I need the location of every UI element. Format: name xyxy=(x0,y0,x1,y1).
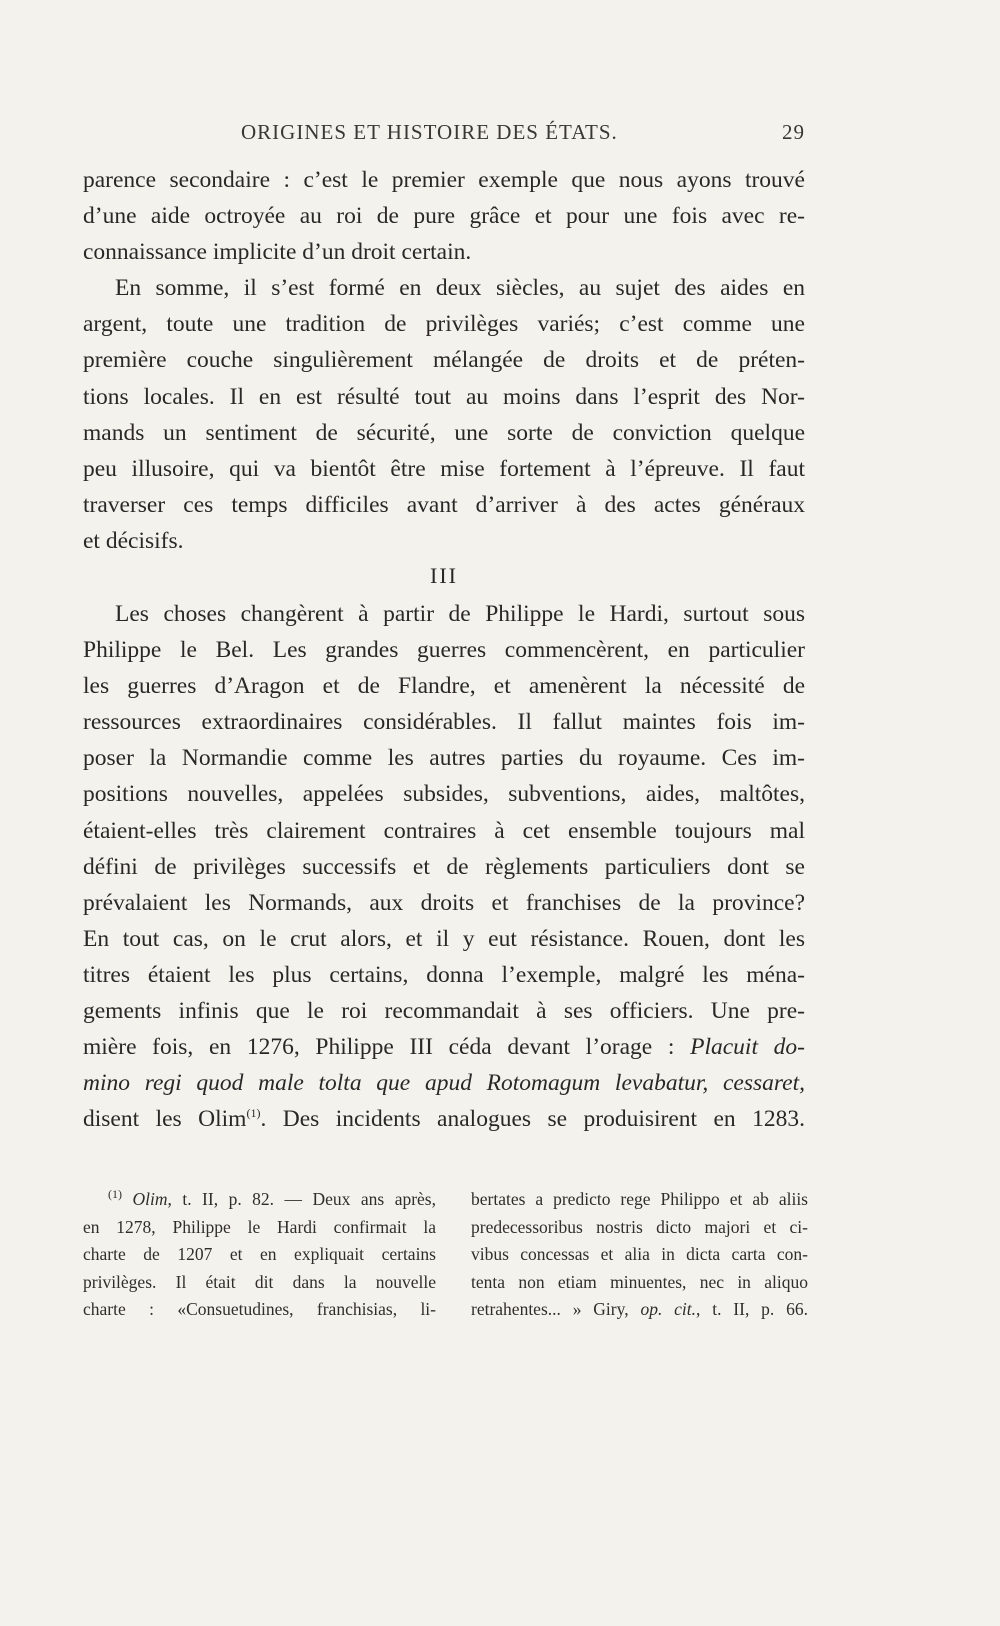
section-3 xyxy=(83,596,805,1137)
footnote-line: charte de 1207 et en expliquait certains xyxy=(83,1244,436,1264)
footnote-line: tenta non etiam minuentes, nec in aliquo xyxy=(471,1271,808,1292)
page-number: 29 xyxy=(782,120,805,144)
footnote-line: predecessoribus nostris dicto majori et ci- xyxy=(471,1216,808,1237)
text-fragment: disent les Olim xyxy=(83,1106,247,1133)
text-line: titres étaient les plus certains, donna l’exemple, malgré les ména- xyxy=(83,961,805,988)
text-line: mino regi quod male tolta que apud Rotomagum levabatur, cessaret, xyxy=(83,1070,805,1097)
text-fragment: , t. II, p. 82. — Deux ans après, xyxy=(167,1189,436,1209)
footnote-line: privilèges. Il était dit dans la nouvelle xyxy=(83,1271,436,1292)
text-fragment: retrahentes... » Giry, xyxy=(471,1299,641,1319)
footnote-line xyxy=(471,1296,808,1324)
text-line: poser la Normandie comme les autres parties du royaume. Ces im- xyxy=(83,745,805,772)
text-line: ressources extraordinaires considérables. Il fallut maintes fois im- xyxy=(83,709,805,736)
text-line: traverser ces temps difficiles avant d’arriver à des actes généraux xyxy=(83,491,805,518)
text-fragment: mière fois, en 1276, Philippe III céda devant l’orage : xyxy=(83,1034,691,1061)
text-line: d’une aide octroyée au roi de pure grâce et pour une fois avec re- xyxy=(83,203,805,230)
text-line: argent, toute une tradition de privilèges variés; c’est comme une xyxy=(83,311,805,338)
text-line: tions locales. Il en est résulté tout au moins dans l’esprit des Nor- xyxy=(83,383,805,410)
text-line xyxy=(83,1029,805,1065)
text-line: défini de privilèges successifs et de règlements particuliers dont se xyxy=(83,853,805,880)
main-text xyxy=(83,162,806,1133)
text-line: parence secondaire : c’est le premier exemple que nous ayons trouvé xyxy=(83,167,805,193)
text-line: prévalaient les Normands, aux droits et franchises de la province? xyxy=(83,889,805,916)
italic-fragment: Olim xyxy=(132,1189,168,1209)
text-line: les guerres d’Aragon et de Flandre, et amenèrent la nécessité de xyxy=(83,673,805,700)
footnote-line: bertates a predicto rege Philippo et ab aliis xyxy=(471,1189,808,1209)
footnote-line: charte : «Consuetudines, franchisias, li- xyxy=(83,1299,436,1319)
text-line: connaissance implicite d’un droit certain. xyxy=(83,239,472,266)
text-line: première couche singulièrement mélangée de droits et de préten- xyxy=(83,347,805,374)
text-line: mands un sentiment de sécurité, une sorte de conviction quelque xyxy=(83,419,805,446)
text-line: positions nouvelles, appelées subsides, subventions, aides, maltôtes, xyxy=(83,781,805,808)
text-line: En tout cas, on le crut alors, et il y eut résistance. Rouen, dont les xyxy=(83,925,805,952)
text-fragment: . Des incidents analogues se produisirent en 1283. xyxy=(260,1106,806,1133)
text-line: et décisifs. xyxy=(83,527,184,554)
text-fragment: , t. II, p. 66. xyxy=(696,1299,808,1319)
italic-fragment: op. cit. xyxy=(640,1299,697,1319)
footnote-marker: (1) xyxy=(246,1106,261,1121)
text-line: Les choses changèrent à partir de Philippe le Hardi, surtout sous xyxy=(115,601,805,627)
footnote-line: vibus concessas et alia in dicta carta con- xyxy=(471,1244,808,1264)
section-heading: III xyxy=(430,563,458,588)
text-line: En somme, il s’est formé en deux siècles, au sujet des aides en xyxy=(115,275,805,302)
text-line xyxy=(83,1101,805,1137)
footnote-column-right xyxy=(471,1186,808,1324)
running-title: ORIGINES ET HISTOIRE DES ÉTATS. xyxy=(241,120,618,144)
text-line: peu illusoire, qui va bientôt être mise fortement à l’épreuve. Il faut xyxy=(83,455,805,482)
footnote-column-left xyxy=(83,1186,436,1324)
text-line: gements infinis que le roi recommandait à ses officiers. Une pre- xyxy=(83,998,805,1025)
text-line: étaient-elles très clairement contraires à cet ensemble toujours mal xyxy=(83,817,805,844)
text-line: Philippe le Bel. Les grandes guerres commencèrent, en particulier xyxy=(83,637,805,664)
footnote-line: en 1278, Philippe le Hardi confirmait la xyxy=(83,1216,436,1237)
footnote-line xyxy=(108,1186,436,1214)
page-header xyxy=(83,120,805,150)
footnote-marker: (1) xyxy=(108,1187,122,1202)
italic-fragment: Placuit do- xyxy=(690,1034,805,1061)
